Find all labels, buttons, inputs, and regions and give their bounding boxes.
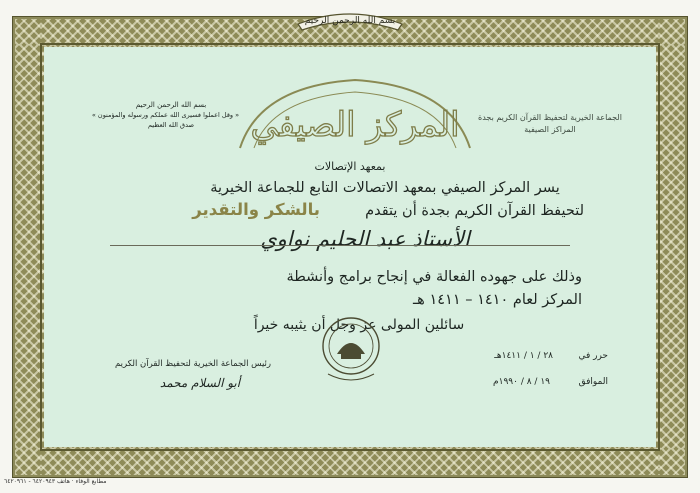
recipient-underline	[110, 245, 570, 246]
body-line-4: وذلك على جهوده الفعالة في إنجاح برامج وأنشطة	[286, 269, 582, 285]
basmala-text: بسم الله الرحمن الرحيم	[304, 16, 396, 26]
hijri-date-label: حرر في	[578, 351, 608, 361]
institute-line: بمعهد الإتصالات	[314, 160, 386, 173]
organization-emblem	[316, 312, 386, 384]
basmala-seal	[290, 2, 410, 32]
right-header-org: الجماعة الخيرية لتحفيظ القرآن الكريم بجدة	[478, 113, 622, 122]
president-signature: أبو السلام محمد	[159, 376, 241, 390]
gregorian-date: ١٩ / ٨ / ١٩٩٠م	[493, 377, 550, 387]
body-line-5: المركز لعام ١٤١٠ – ١٤١١ هـ	[412, 292, 582, 308]
hijri-date: ٢٨ / ١ / ١٤١١هـ	[494, 351, 553, 361]
left-header-verse: « وقل اعملوا فسيرى الله عملكم ورسوله والمؤمنون »	[91, 111, 240, 119]
body-line-1: يسر المركز الصيفي بمعهد الاتصالات التابع للجماعة الخيرية	[210, 180, 560, 196]
thanks-phrase: بالشكر والتقدير	[192, 200, 320, 219]
left-header-line1: بسم الله الرحمن الرحيم	[135, 101, 207, 109]
gregorian-date-label: الموافق	[578, 377, 608, 387]
body-line-2: لتحيفظ القرآن الكريم بجدة أن يتقدم	[365, 203, 584, 219]
president-title: رئيس الجماعة الخيرية لتحفيظ القرآن الكريم	[114, 359, 272, 369]
recipient-name: الأستاذ عبد الحليم نواوي	[260, 227, 470, 251]
left-header-line3: صدق الله العظيم	[147, 121, 195, 129]
summer-center-logo	[220, 70, 490, 156]
logo-title: المركز الصيفي	[250, 105, 460, 145]
right-header-sub: المراكز الصيفية	[524, 125, 576, 134]
printer-footer: مطابع الوفاء · هاتف ٦٤٢٠٩٤٣ - ٦٤٢٠٩٦١	[4, 478, 107, 485]
prayer-line: سائلين المولى عز وجل أن يثيبه خيراً	[253, 317, 465, 333]
